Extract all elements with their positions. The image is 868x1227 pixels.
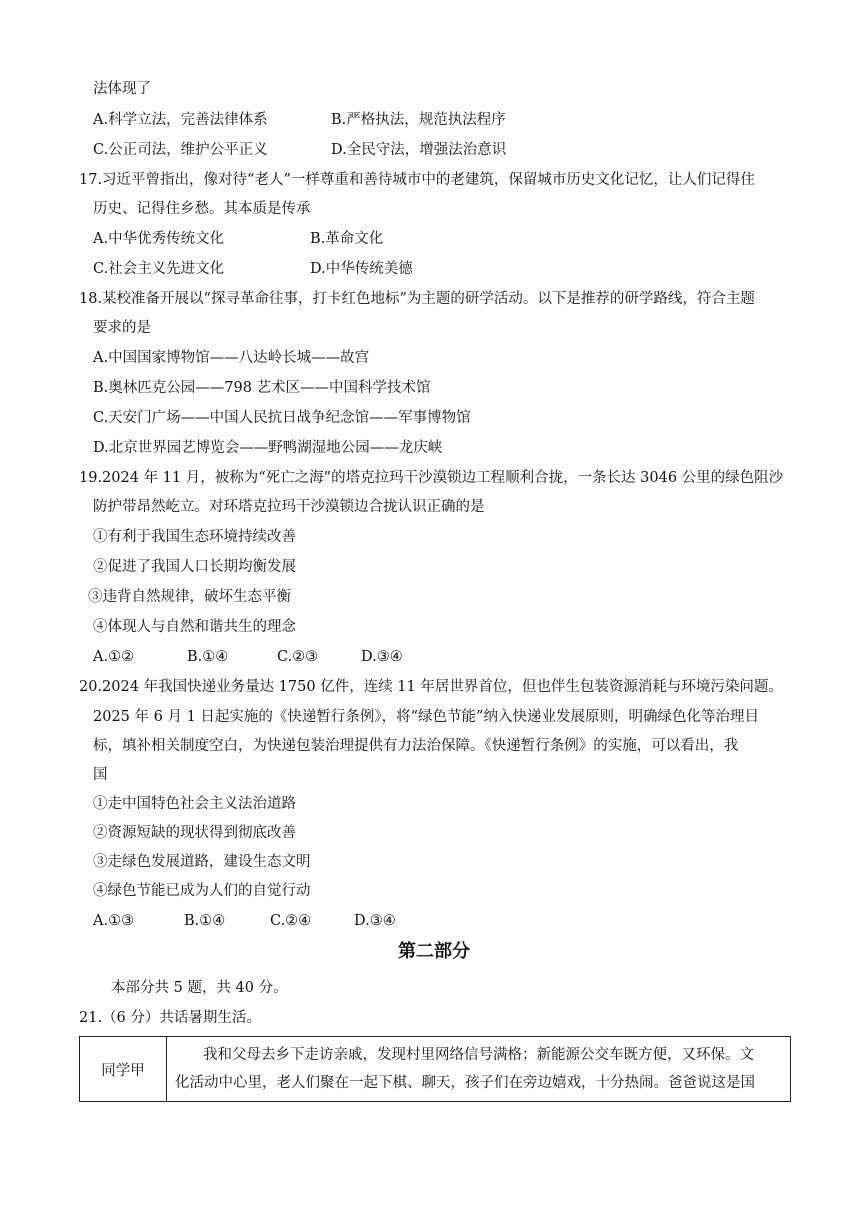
q18-option-c: C.天安门广场——中国人民抗日战争纪念馆——军事博物馆 xyxy=(93,410,471,426)
q18-option-a: A.中国国家博物馆——八达岭长城——故宫 xyxy=(93,350,370,366)
q19-item-4: ④体现人与自然和谐共生的理念 xyxy=(93,619,296,635)
q20-stem-line2: 2025 年 6 月 1 日起实施的《快递暂行条例》，将“绿色节能”纳入快递业发展原则，明确绿色化等治理目 xyxy=(93,709,759,725)
q18-stem-line1: 18.某校准备开展以“探寻革命往事，打卡红色地标”为主题的研学活动。以下是推荐的研学路线，符合主题 xyxy=(79,291,755,307)
q16-option-b: B.严格执法，规范执法程序 xyxy=(331,112,506,128)
q20-stem-line4: 国 xyxy=(93,767,108,783)
q19-item-1: ①有利于我国生态环境持续改善 xyxy=(93,529,296,545)
q20-stem-line3: 标，填补相关制度空白，为快递包装治理提供有力法治保障。《快递暂行条例》的实施，可以看出，我 xyxy=(93,738,739,754)
q18-option-b: B.奥林匹克公园——798 艺术区——中国科学技术馆 xyxy=(93,380,431,396)
q16-stem-tail: 法体现了 xyxy=(93,81,151,97)
q20-item-2: ②资源短缺的现状得到彻底改善 xyxy=(93,825,296,841)
q17-option-d: D.中华传统美德 xyxy=(310,261,413,277)
q18-stem-line2: 要求的是 xyxy=(93,320,151,336)
q19-option-c: C.②③ xyxy=(277,649,319,665)
section-title: 第二部分 xyxy=(398,941,470,962)
q19-option-d: D.③④ xyxy=(361,649,403,665)
q20-option-c: C.②④ xyxy=(270,913,312,929)
q20-item-1: ①走中国特色社会主义法治道路 xyxy=(93,796,296,812)
q21-table-line2: 化活动中心里，老人们聚在一起下棋、聊天，孩子们在旁边嬉戏，十分热闹。爸爸说这是国 xyxy=(175,1075,755,1091)
q19-stem-line2: 防护带昂然屹立。对环塔克拉玛干沙漠锁边合拢认识正确的是 xyxy=(93,499,485,515)
q20-item-3: ③走绿色发展道路，建设生态文明 xyxy=(93,854,311,870)
q17-option-b: B.革命文化 xyxy=(310,231,384,247)
q16-option-d: D.全民守法，增强法治意识 xyxy=(331,142,507,158)
q19-option-a: A.①② xyxy=(93,649,135,665)
q16-option-c: C.公正司法，维护公平正义 xyxy=(93,142,268,158)
table-row xyxy=(80,1037,791,1102)
q21-stem: 21.（6 分）共话暑期生活。 xyxy=(79,1010,261,1026)
q19-stem-line1: 19.2024 年 11 月，被称为“死亡之海”的塔克拉玛干沙漠锁边工程顺利合拢，一条长达 3046 公里的绿色阻沙 xyxy=(79,470,784,486)
q20-option-d: D.③④ xyxy=(354,913,396,929)
q21-table-body xyxy=(167,1037,791,1102)
q18-option-d: D.北京世界园艺博览会——野鸭湖湿地公园——龙庆峡 xyxy=(93,440,443,456)
q20-item-4: ④绿色节能已成为人们的自觉行动 xyxy=(93,883,311,899)
q21-table-line1: 我和父母去乡下走访亲戚，发现村里网络信号满格；新能源公交车既方便，又环保。文 xyxy=(203,1047,754,1063)
q17-option-a: A.中华优秀传统文化 xyxy=(93,231,225,247)
q16-option-a: A.科学立法，完善法律体系 xyxy=(93,112,268,128)
q20-stem-line1: 20.2024 年我国快递业务量达 1750 亿件，连续 11 年居世界首位，但也伴生包装资源消耗与环境污染问题。 xyxy=(79,679,783,695)
section-intro: 本部分共 5 题，共 40 分。 xyxy=(111,980,288,996)
q21-table xyxy=(79,1036,791,1102)
q20-option-a: A.①③ xyxy=(93,913,135,929)
q19-option-b: B.①④ xyxy=(187,649,229,665)
q17-option-c: C.社会主义先进文化 xyxy=(93,261,225,277)
q21-table-header: 同学甲 xyxy=(80,1037,167,1102)
q19-item-3: ③违背自然规律，破坏生态平衡 xyxy=(88,589,291,605)
q17-stem-line2: 历史、记得住乡愁。其本质是传承 xyxy=(93,201,311,217)
q19-item-2: ②促进了我国人口长期均衡发展 xyxy=(93,559,296,575)
q20-option-b: B.①④ xyxy=(184,913,226,929)
q17-stem-line1: 17.习近平曾指出，像对待“老人”一样尊重和善待城市中的老建筑，保留城市历史文化记忆，让人们记得住 xyxy=(79,172,755,188)
